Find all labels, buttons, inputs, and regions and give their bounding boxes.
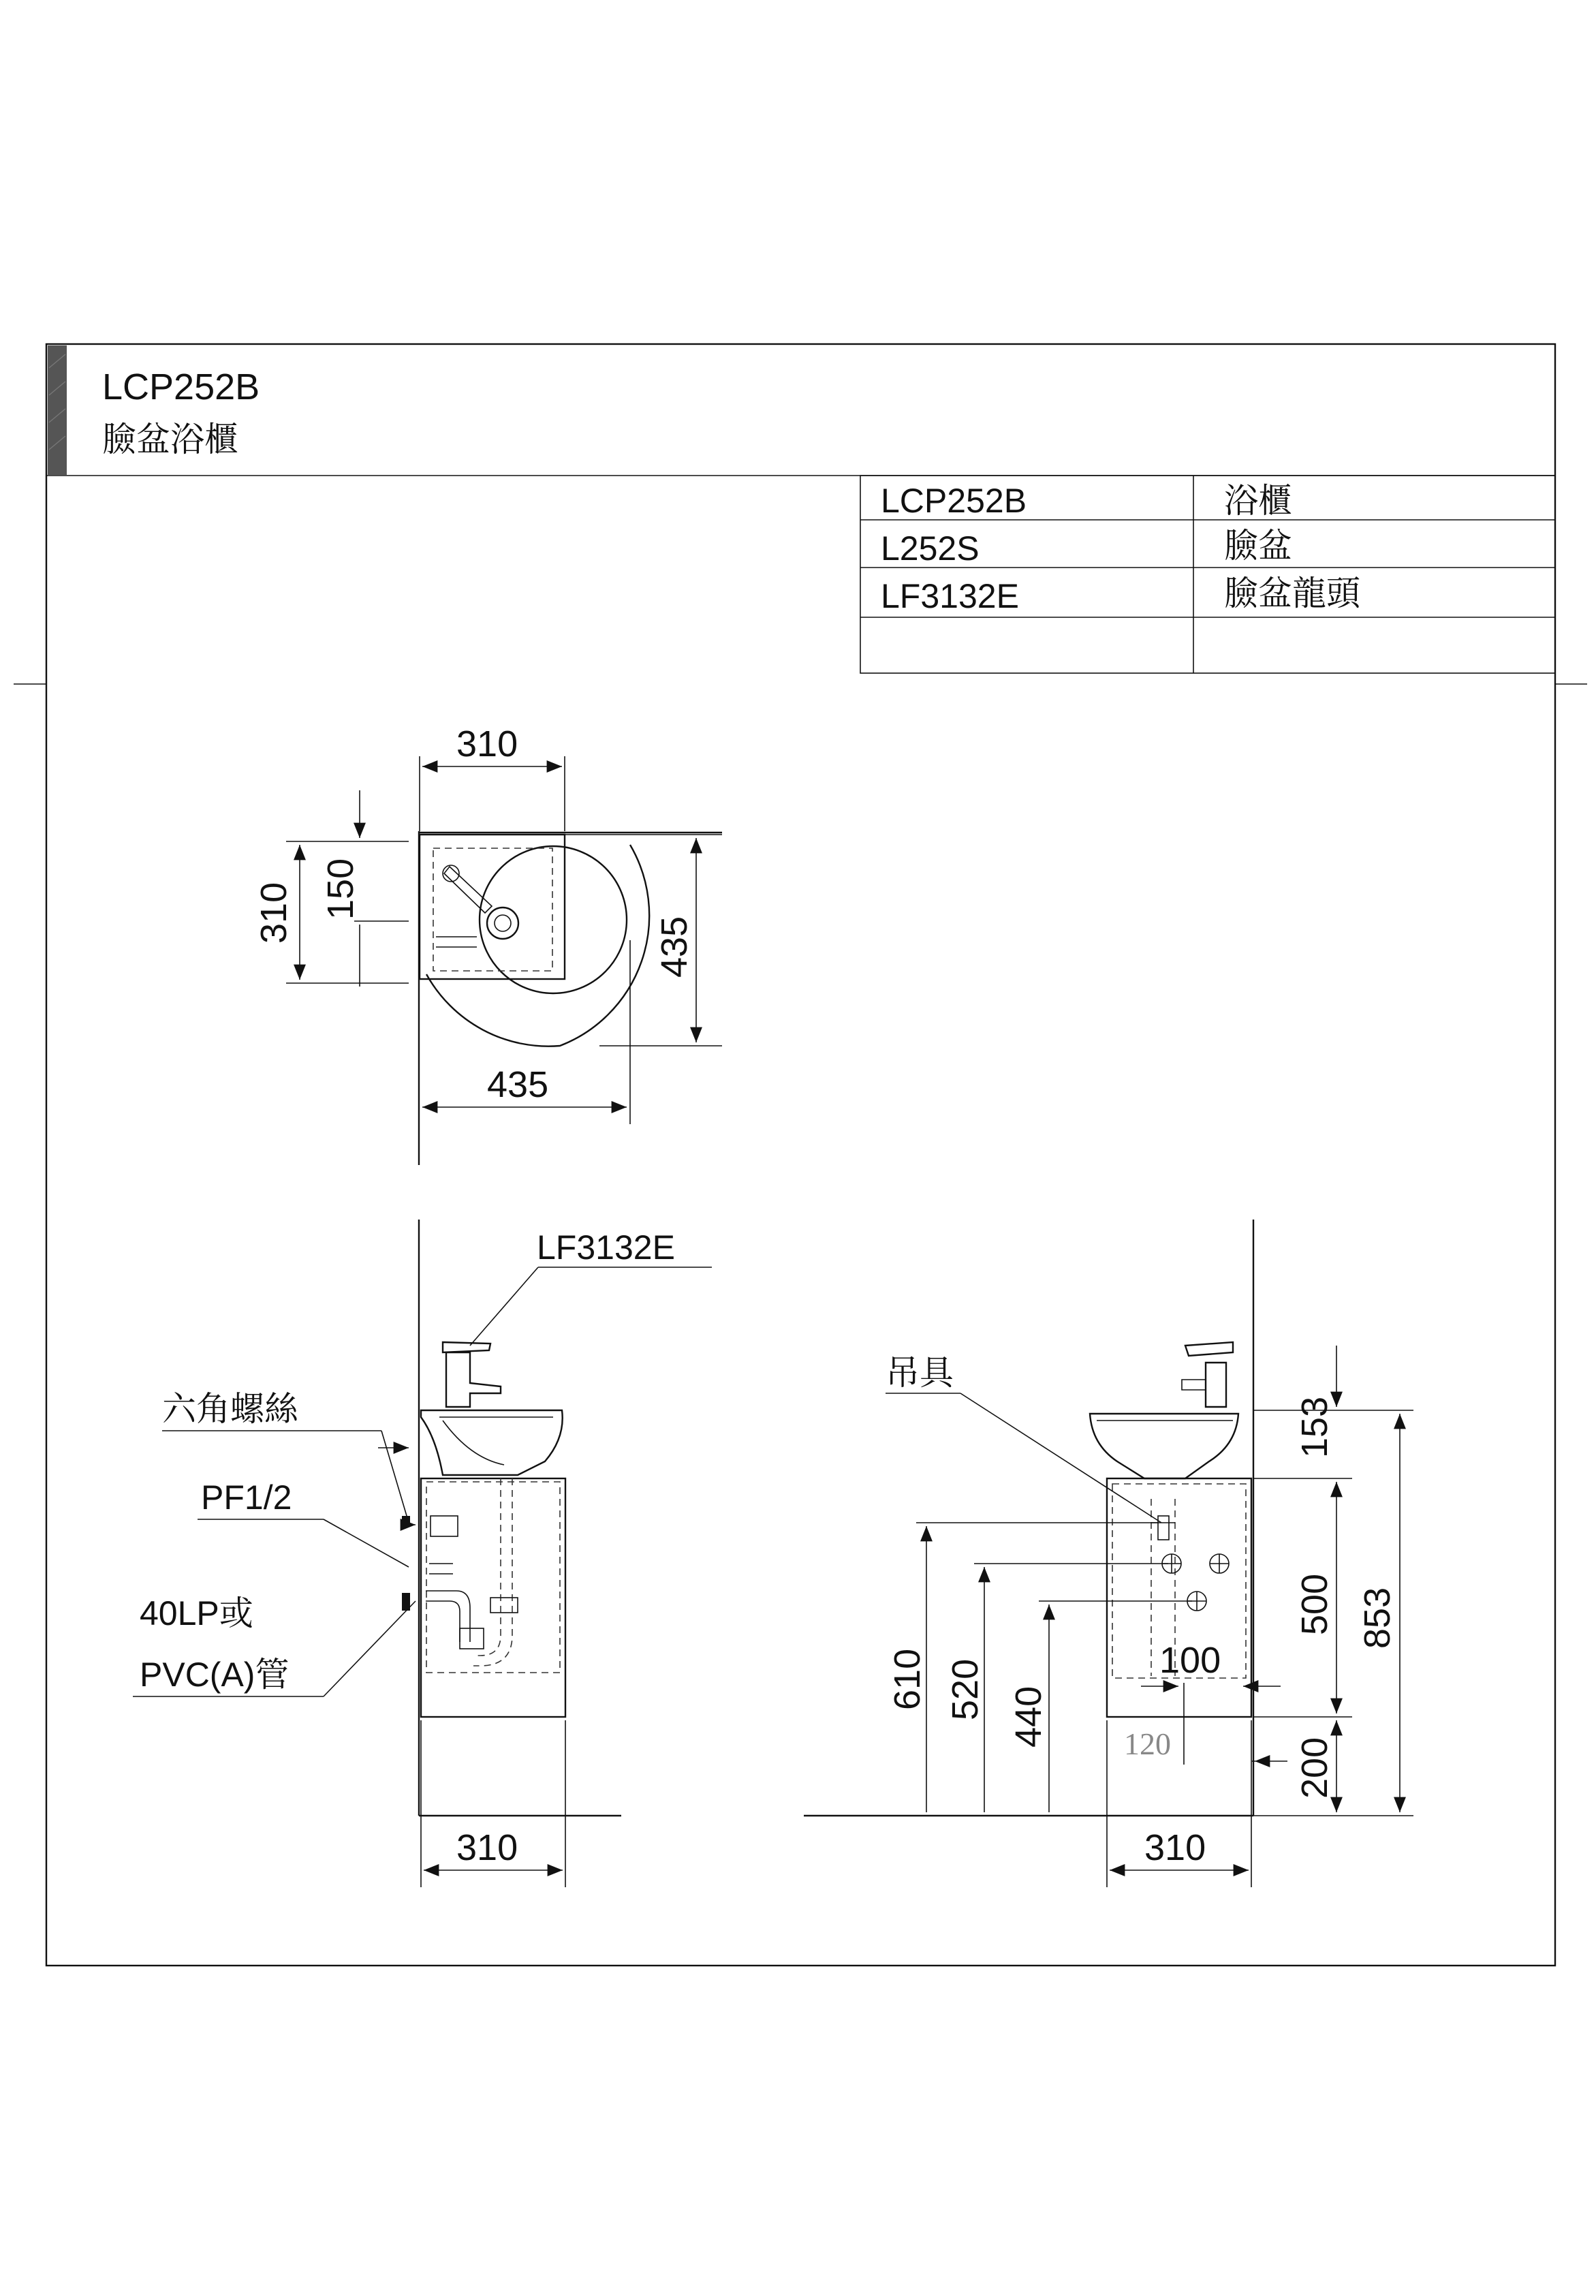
- dim-front-offset100: 100: [1159, 1640, 1221, 1681]
- dim-plan-left-depth: 310: [253, 882, 294, 944]
- basin-side: [421, 1410, 563, 1475]
- side-view: [133, 1220, 712, 1887]
- faucet-plan-icon: [443, 865, 492, 913]
- faucet-side-icon: [443, 1342, 501, 1407]
- front-view: [804, 1220, 1413, 1887]
- dim-side-width: 310: [456, 1827, 518, 1868]
- parts-row-1-desc: 浴櫃: [1224, 482, 1292, 520]
- drain-plan-icon: [487, 907, 518, 939]
- trap-piping: [378, 1448, 518, 1666]
- cabinet-front: [1107, 1478, 1251, 1717]
- dim-front-h520: 520: [945, 1658, 986, 1720]
- dim-front-h440: 440: [1008, 1686, 1049, 1748]
- dim-front-width: 310: [1144, 1827, 1206, 1868]
- parts-row-3-code: LF3132E: [881, 577, 1019, 615]
- label-pf: PF1/2: [201, 1478, 292, 1517]
- model-name: 臉盆浴櫃: [102, 420, 238, 459]
- title-hatch-stripe: [48, 345, 67, 475]
- dim-front-total: 853: [1357, 1587, 1398, 1649]
- faucet-callout: LF3132E: [537, 1228, 675, 1267]
- parts-row-2-desc: 臉盆: [1224, 527, 1292, 565]
- label-trap-line1: 40LP或: [140, 1594, 253, 1632]
- parts-row-2-code: L252S: [881, 529, 980, 568]
- dim-plan-top-width: 310: [456, 724, 518, 764]
- label-hex-screw: 六角螺絲: [162, 1390, 298, 1428]
- dim-front-bottom-gap: 200: [1294, 1737, 1335, 1799]
- parts-row-3-desc: 臉盆龍頭: [1224, 574, 1360, 612]
- hanger-bracket-icon: [1151, 1516, 1175, 1540]
- plan-view: [253, 724, 722, 1165]
- cabinet-plan: [420, 835, 565, 979]
- dim-plan-bottom-width: 435: [487, 1064, 549, 1105]
- basin-front: [1090, 1414, 1238, 1478]
- parts-row-1-code: LCP252B: [881, 482, 1027, 520]
- label-hanger: 吊具: [886, 1354, 954, 1392]
- dim-front-h610: 610: [887, 1648, 928, 1710]
- dim-plan-center-offset: 150: [320, 858, 361, 920]
- supply-valve-icons: [1162, 1554, 1229, 1611]
- parts-table: [860, 476, 1555, 673]
- label-trap-line2: PVC(A)管: [140, 1656, 290, 1694]
- dim-front-cabinet: 500: [1294, 1573, 1335, 1635]
- faucet-front-icon: [1182, 1342, 1233, 1407]
- title-block: [102, 367, 260, 459]
- dim-plan-right-depth: 435: [654, 916, 695, 978]
- dim-front-top-section: 153: [1294, 1396, 1335, 1458]
- model-title: LCP252B: [102, 367, 260, 407]
- dim-front-offset120: 120: [1124, 1726, 1171, 1761]
